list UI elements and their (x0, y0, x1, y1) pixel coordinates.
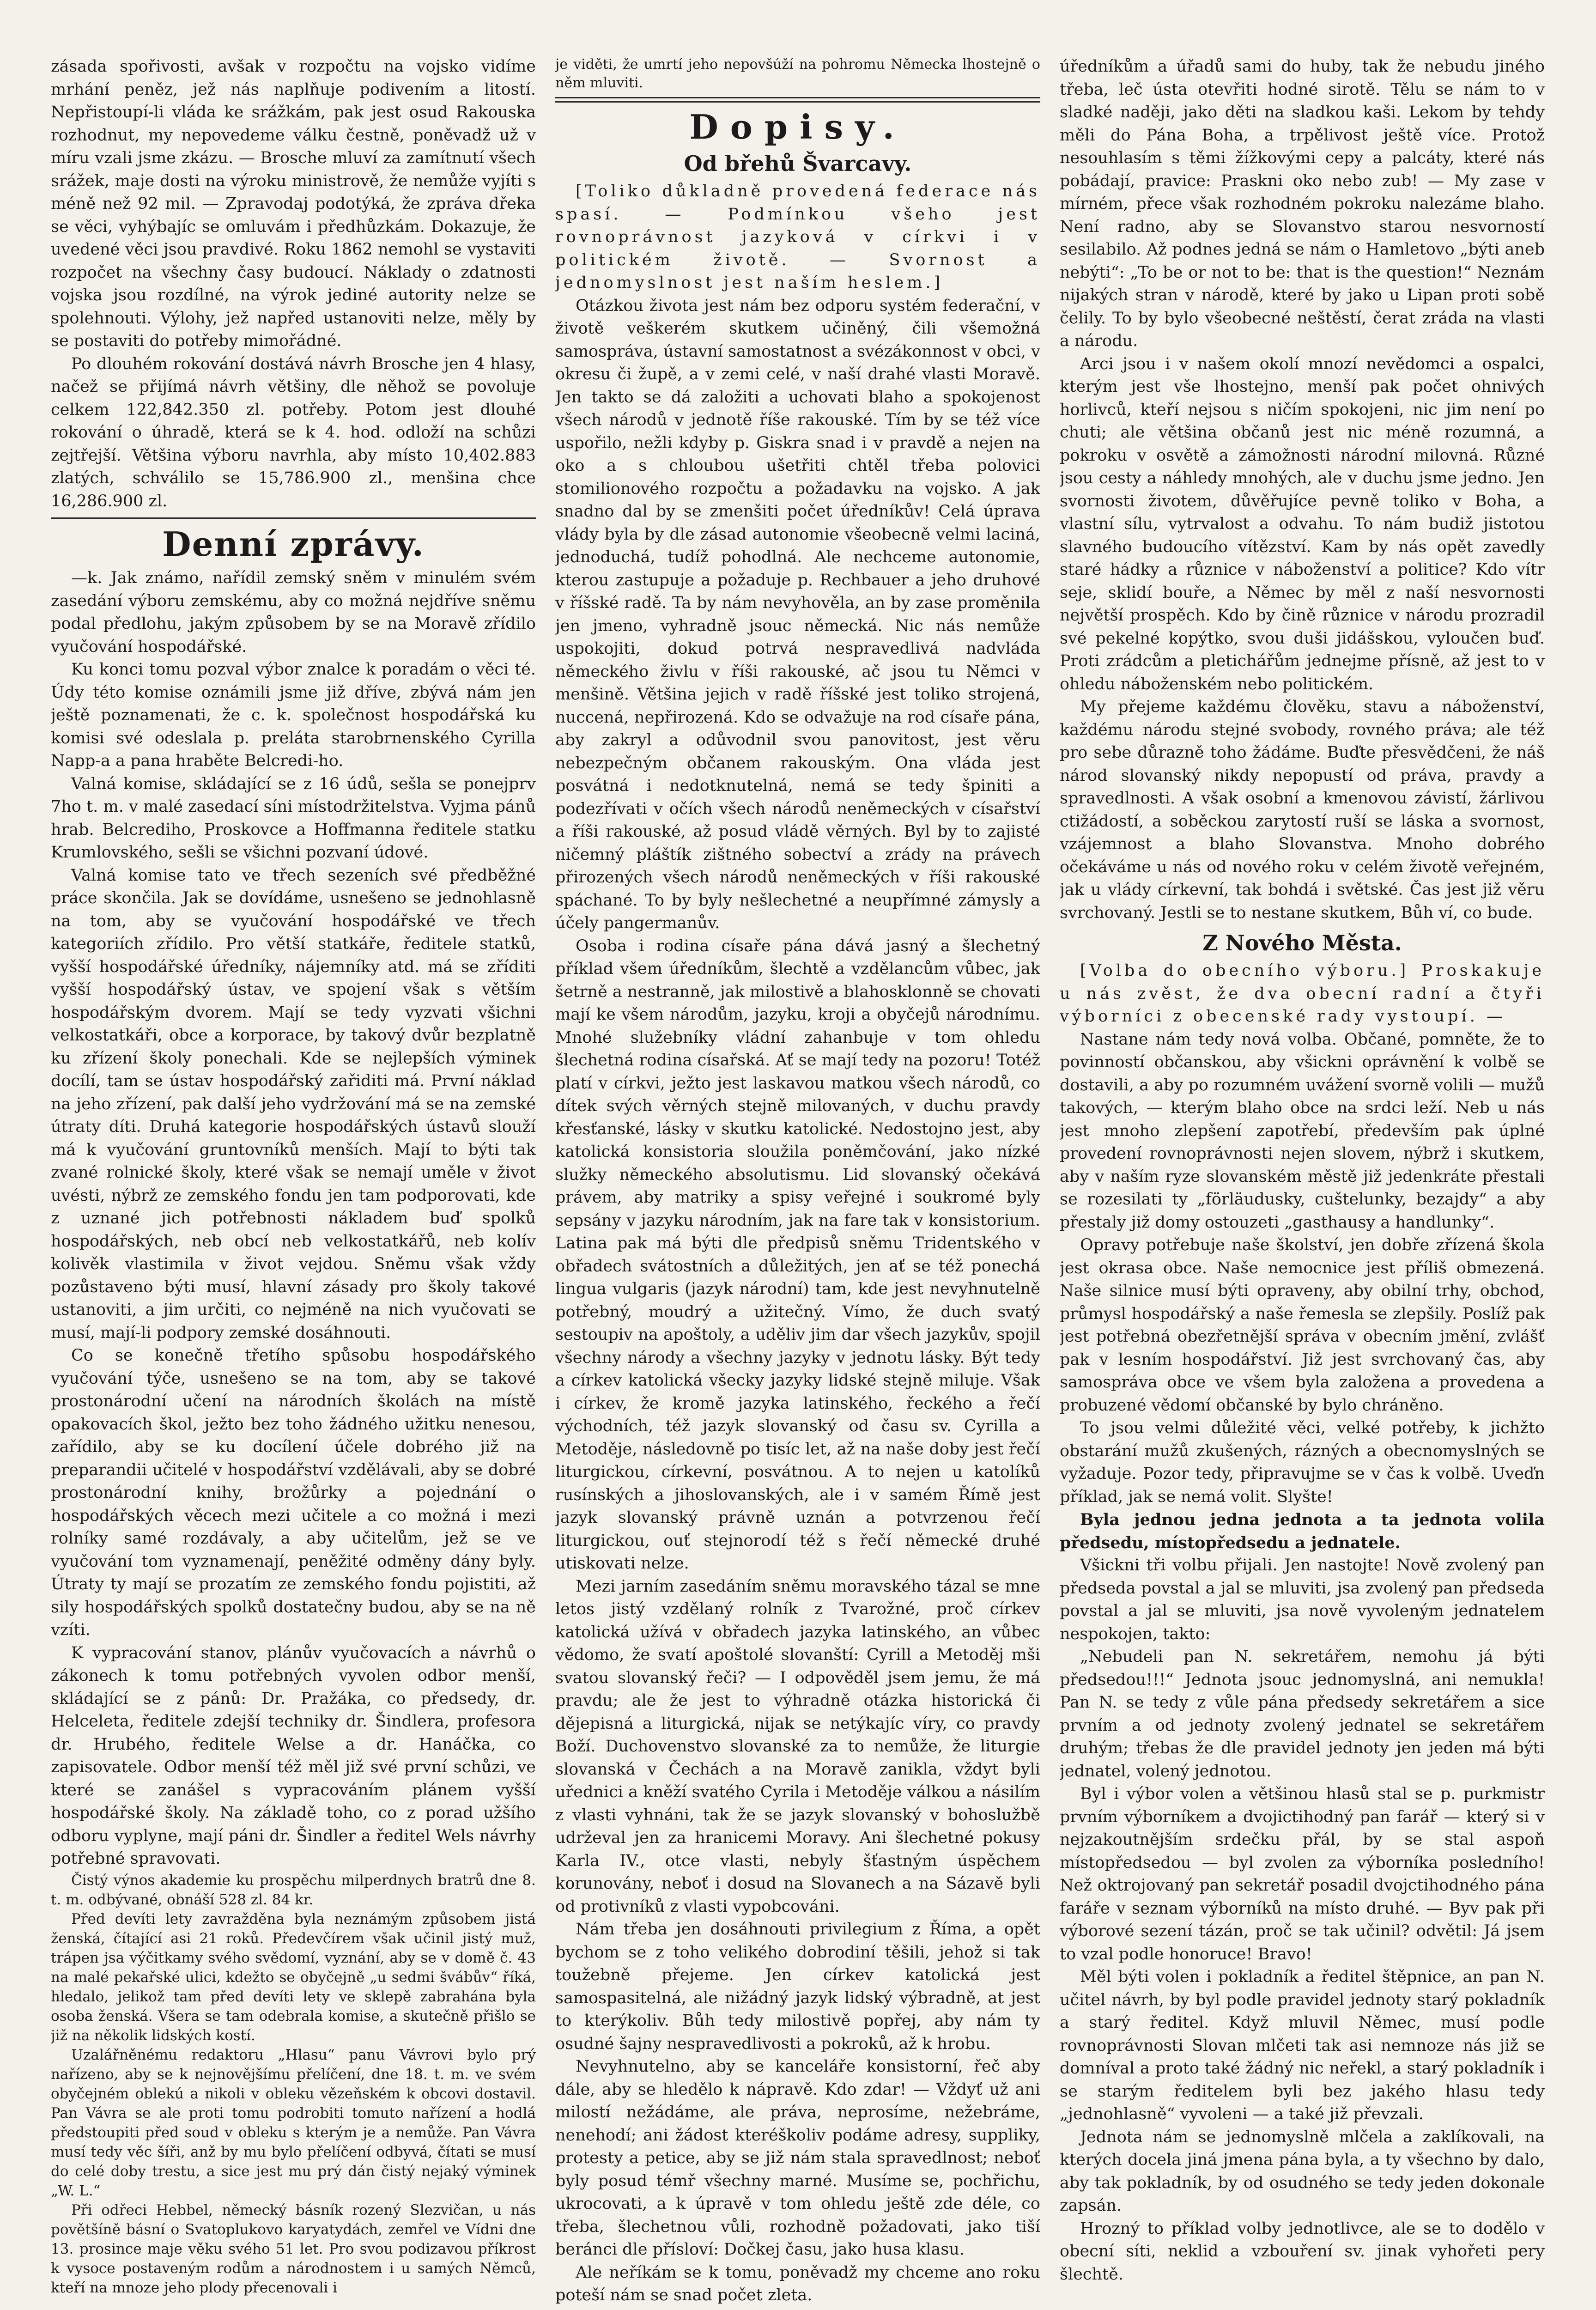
article-heading: Od břehů Švarcavy. (684, 151, 912, 176)
paragraph: zásada spořivosti, avšak v rozpočtu na vojsko vidíme mrhání peněz, jež nás naplňuje podivením a litostí. Nepřistoupí-li vláda ke srážkám, pak jest osud Rakouska rozhodnut, my nepovedeme válku čestně, poněvadž už v míru vzali jsme zkázu. — Brosche mluví za zamítnutí všech srážek, maje dosti na výroku ministrově, že nemůže vyjíti s méně než 92 mil. — Zpravodaj podotýká, že zpráva dřeka se věci, vyhýbajíc se omluvám i předhůzkám. Dokazuje, že uvedené věci jsou pravdivé. Roku 1862 nemohl se vystaviti rozpočet na všechny časy budoucí. Náklady o zdatnosti vojska jsou rozdílné, na výrok jediné autority nelze se spolehnouti. Výlohy, jež napřed ustanoviti nelze, měly by se postaviti do potřeby mimořádné. (51, 57, 536, 350)
paragraph: je viděti, že umrtí jeho nepovšúží na pohromu Německa lhostejně o něm mluviti. (555, 56, 1040, 91)
paragraph: úředníkům a úřadů sami do huby, tak že nebudu jiného třeba, leč ústa otevřiti hodné sirotě. Tělu se nám to v sladké naději, jako děti na sladkou kaši. Lekom by tehdy měli do Pána Boha, a trpělivost ještě více. Protož nesouhlasím s těmi žížkovými cepy a palcáty, které nás pobádají, pravice: Praskni oko nebo zub! — My zase v mírném, přece však rozhodném pokroku nalezáme blaho. Není radno, aby se Slovanstvo starou nesvorností sesilabilo. Až podnes jedná se nám o Hamletovo „býti aneb nebýti“: „To be or not to be: that is the question!“ Neznám nijakých stran v národě, které by jako u Lipan proti sobě čelily. To by bylo všeobecné neštěstí, čerat zráda na vlasti a národu. (1060, 57, 1545, 350)
paragraph: Otázkou života jest nám bez odporu systém federační, v životě veškerém skutkem učiněný, čili všemožná samospráva, ústavní samostatnost a svézákonnost v obci, v okresu či župě, a v zemi celé, v naší drahé vlasti Moravě. Jen takto se dá založiti a uchovati blaho a spokojenost všech národů v jednotě říše rakouské. Tím by se též více uspořilo, nežli kdyby p. Giskra snad i v pravdě a nejen na oko a s chloubou ušetřiti chtěl třeba polovici stomilionového rozpočtu a požadavku na vojsko. A jak snadno dal by se zmenšiti počet úředníkův! Celá úprava vlády byla by dle zásad autonomie všeobecně velmi laciná, jednoduchá, tudíž pohodlná. Ale nechceme autonomie, kterou zastupuje a požaduje p. Rechbauer a jeho druhové v říšské radě. Ta by nám nevyhověla, an by zase proměnila jen jmeno, vyhradně jsouc německá. Nic nás nemůže uspokojiti, dokud potrvá nespravedlivá nadvláda německého živlu v říši rakouské, ač jsou tu Němci v menšině. Většina jejich v radě říšské jest toliko strojená, nuccená, nepřirozená. Kdo se odvažuje na rod císaře pána, aby zakryl a odůvodnil svou panovitost, jest věru nebezpečným občanem rakouským. Ona vláda jest posvátná i nedotknutelná, nemá se tedy špiniti a podezřívati v očích všech národů neněmeckých v císařství a říši rakouské, až posud vládě věrných. Byl by to zajisté ničemný pláštík zištného sobectví a zrády na právech přirozených všech národů neněmeckých v říši rakouské spáchané. To by byly nešlechetné a neupřímné zámysly a účely pangermanův. (555, 296, 1040, 932)
section-heading-denni-zpravy: Denní zprávy. (162, 524, 425, 564)
article-lead: [Volba do obecního výboru.] Proskakuje u nás zvěst, že dva obecní radní a čtyři výborníci z obecenské rady vystoupí. — (1060, 961, 1545, 1026)
paragraph: Ku konci tomu pozval výbor znalce k poradám o věci té. Údy této komise oznámili jsme již dříve, zbývá nám jen ještě poznamenati, že c. k. společnost hospodářská ku komisi své odeslala p. preláta starobrnenského Cyrilla Napp-a a pana hraběte Belcredi-ho. (51, 660, 536, 770)
text-columns (51, 55, 1545, 2310)
paragraph: Opravy potřebuje naše školství, jen dobře zřízená škola jest okrasa obce. Naše nemocnice jest příliš obmezená. Naše silnice musí býti opraveny, aby obilní trhy, obchod, průmysl hospodářský a naše řemesla se zlepšily. Poslíž pak jest potřebná obezřetnější správa v obecním jmění, zvlášť pak v lesním hospodářství. Již jest svrchovaný čas, aby samospráva obce ve všem byla založena a provedena a probuzené vědomí občanské by bylo chráněno. (1060, 1236, 1545, 1415)
paragraph: Osoba i rodina císaře pána dává jasný a šlechetný příklad všem úředníkům, šlechtě a vzdělancům vůbec, jak šetrně a nestranně, jak milostivě a blahosklonně se chovati mají ke všem národům, jazyku, kroji a obyčejů národnímu. Mnohé služebníky vládní zahanbuje v tom ohledu šlechetná rodina císařská. Ať se mají tedy na pozoru! Totéž platí v církvi, ježto jest laskavou matkou všech národů, co dítek svých věrných stejně milovaných, v duchu pravdy křesťanské, lásky v skutku katolické. Nedostojno jest, aby katolická konsistoria sloužila poněmčování, jako nízké služky německého absolutismu. Lid slovanský očekává právem, aby matriky a spisy veřejné i soukromé byly sepsány v jazyku národním, jak na fare tak v konsistorium. Latina pak má býti dle předpisů sněmu Tridentského v obřadech svátostních a důležitých, jen ať se též ponechá lingua vulgaris (jazyk národní) tam, kde jest nevyhnutelně potřebný, moudrý a užitečný. Vímo, že duch svatý sestoupiv na apoštoly, a uděliv jim dar všech jazykův, spojil všechny národy a všechny jazyky v jednotu lásky. Být tedy a církev katolická všecky jazyky lidské stejně miluje. Však i církev, že kromě jazyka latinského, řeckého a řečí východních, též jazyk slovanský od času sv. Cyrilla a Metoděje, následovně po tisíc let, až na naše doby jest řečí liturgickou, církevní, posvátnou. A to nejen u katolíků rusínských a jihoslovanských, ale i v samém Římě jest jazyk slovanský právně uznán a potvrzenou řečí liturgickou, ouť stejnorodí též s řečí německé druhé utiskovati nelze. (555, 936, 1040, 1573)
paragraph: K vypracování stanov, plánův vyučovacích a návrhů o zákonech k tomu potřebných vyvolen odbor menší, skládající se z pánů: Dr. Pražáka, co předsedy, dr. Helceleta, ředitele zdejší techniky dr. Šindlera, profesora dr. Hrubého, ředitele Welse a dr. Hanáčka, co zapisovatele. Odbor menší též měl již své první schůzi, ve které se zanášel s vypracováním plánem vyšší hospodářské školy. Na základě toho, co z porad užšího odboru vyplyne, mají páni dr. Šindler a ředitel Wels návrhy potřebné spravovati. (51, 1643, 536, 1868)
article-lead: [Toliko důkladně provedená federace nás spasí. — Podmínkou všeho jest rovnoprávnost jazyková v církvi i v politickém životě. — Svornost a jednomyslnost jest naším heslem.] (555, 182, 1040, 292)
paragraph: Arci jsou i v našem okolí mnozí nevědomci a ospalci, kterým jest vše lhostejno, menší pak počet ohnivých horlivců, kteří nejsou s ničím spokojeni, nic jim není po chuti; ale většina občanů jest nic méně rozumná, a pokroku v osvětě a zámožnosti národní milovná. Různé jsou cesty a náhledy mnohých, ale v duchu jsme jedno. Jen svornosti životem, důvěřujíce pevně toliko v Boha, a vlastní sílu, vytrvalost a odvahu. To nám budiž jistotou slavného budoucího vítězství. Kam by nás opět zavedly staré hádky a různice v náboženství a politice? Kdo vítr seje, sklidí bouře, a Němec by měl z naší nesvornosti největší prospěch. Kdo by čině různice v národu prozradil své pekelné kopýtko, svou duši jidášskou, vyloučen buď. Proti zrádcům a pletichářům jednejme přísně, až jest to v ohledu náboženském nebo politickém. (1060, 354, 1545, 693)
paragraph: Valná komise tato ve třech sezeních své předběžné práce skončila. Jak se dovídáme, usnešeno se jednohlasně na tom, aby se vyučování hospodářské ve třech kategoriích zřídilo. Pro větší statkáře, ředitele statků, vyšší hospodářské úředníky, nájemníky atd. má se zříditi vyšší hospodářský ústav, ve spojení však s větším hospodářským dvorem. Mají se tedy vyzvati všichni velkostatkáři, obce a korporace, by takový dvůr bezplatně ku zřízení školy ponechali. Kde se nejlepších výminek docílí, tam se ústav hospodářský zařiditi má. První náklad na jeho zřízení, pak další jeho vydržování má se na zemské útraty díti. Druhá kategorie hospodářských ústavů slouží má k vyučování gruntovníků menších. Mají to býti tak zvané rolnické školy, které však se nemají uměle v život uvésti, nýbrž ze zemského fondu jen tam podporovati, kde z uznané jich potřebnosti nákladem buď spolků hospodářských, neb obcí neb velkostatkářů, neb kolív kolivěk vlastimila v život vejdou. Sněmu však vždy pozůstaveno býti musí, hlavní zásady pro školy takové ustanoviti, a jim určiti, co nejméně na nich vyučovati se musí, mají-li podpory zemské dosáhnouti. (51, 866, 536, 1342)
paragraph: Jednota nám se jednomyslně mlčela a zaklíkovali, na kterých docela jiná jmena pána byla, a ty všechno by dalo, aby tak pokladník, by od osudného se tedy jeden dokonale zapsán. (1060, 2128, 1545, 2215)
divider (51, 517, 536, 519)
paragraph: Všickni tři volbu přijali. Jen nastojte! Nově zvolený pan předseda povstal a jal se mluviti, jsa zvolený pan předseda povstal a jal se mluviti, jsa nově vyvoleným jednatelem nespokojen, takto: (1060, 1556, 1545, 1643)
news-item: Čistý výnos akademie ku prospěchu milperdnych bratrů dne 8. t. m. odbývané, obnáší 528 zl. 84 kr. (51, 1872, 536, 1908)
paragraph: Po dlouhém rokování dostává návrh Brosche jen 4 hlasy, načež se přijímá návrh většiny, dle něhož se povoluje celkem 122,842.350 zl. potřeby. Potom jest dlouhé rokování o úhradě, která se k 4. hod. odloží na schůzi zejtřejší. Většina výboru navrhla, aby místo 10,402.883 zlatých, schválilo se 15,786.900 zl., menšina chce 16,286.900 zl. (51, 354, 536, 511)
article-heading: Z Nového Města. (1202, 930, 1402, 955)
paragraph: Byl i výbor volen a většinou hlasů stal se p. purkmistr prvním výborníkem a dvojictihodný pan farář — který si v nejzakoutnějším srdečku přál, by se stal aspoň místopředsedou — byl zvolen za výborníka posledního! Než oktrojovaný pan sekretář posadil dvojctihodného pána faráře v seznam výborníků na místo druhé. — Byv pak při výborové sezení tázán, proč se tak učinil? odvětil: Já jsem to vzal podle honoruce! Bravo! (1060, 1785, 1545, 1964)
news-item: Před devíti lety zavražděna byla neznámým způsobem jistá ženská, čítající asi 21 roků. Předevčírem však učinil jistý muž, trápen jsa výčitkamy svého svědomí, vyznání, aby se v domě č. 43 na malé pekařské ulici, kdežto se obyčejně „u sedmi švábův“ říká, hledalo, jelikož tam před devíti lety ve sklepě zabrahána byla osoba ženská. Všera se tam odebrala komise, a skutečně přišlo se již na několik lidských kostí. (51, 1910, 536, 2044)
paragraph: Byla jednou jedna jednota a ta jednota volila předsedu, místopředsedu a jednatele. (1060, 1510, 1545, 1552)
column-middle (555, 55, 1040, 2310)
paragraph: To jsou velmi důležité věci, velké potřeby, k jichžto obstarání mužů zkušených, rázných a obecnomyslných se vyžaduje. Pozor tedy, připravujme se v čas k volbě. Uveďn příklad, jak se nemá volit. Slyšte! (1060, 1419, 1545, 1506)
news-item: Při odřeci Hebbel, německý básník rozený Slezvičan, u nás povětšíně básní o Svatoplukovo karyatydách, zemřel ve Vídni dne 13. prosince maje věku svého 51 let. Pro svou podizavou příkrost k vysoce postaveným rodům a národnostem i u samých Němců, kteří na mnoze jeho plody přecenovali i (51, 2201, 536, 2296)
paragraph: Nastane nám tedy nová volba. Občané, pomněte, že to povinností občanskou, aby všickni oprávnění k volbě se dostavili, a aby po rozumném uvážení svorně volili — mužů takových, — kterým blaho obce na srdci leží. Neb u nás jest mnoho zlepšení zapotřebí, především pak úplné provedení rovnoprávnosti nejen slovem, nýbrž i skutkem, aby v naším ryze slovanském městě již jedenkráte přestali se rozesilati ty „förläudusky, cuštelunky, bezajdy“ a aby přestaly již domy ostouzeti „gasthausy a handlunky“. (1060, 1030, 1545, 1232)
paragraph: —k. Jak známo, nařídil zemský sněm v minulém svém zasedání výboru zemskému, aby co možná nejdříve sněmu podal předlohu, jakým způsobem by se na Moravě zřídilo vyučování hospodářské. (51, 569, 536, 656)
paragraph: Nám třeba jen dosáhnouti privilegium z Říma, a opět bychom se z toho velikého dobrodiní těšili, jehož si tak toužebně přejeme. Jen církev katolická jest samospasitelná, ale nižádný jazyk lidský výbradně, at jest to kterýkoliv. Bůh tedy milostivě popřej, aby nám ty osudné šajny nespravedlivosti a pokroků, až k hrobu. (555, 1920, 1040, 2053)
paragraph: Mezi jarním zasedáním sněmu moravského tázal se mne letos jistý vzdělaný rolník z Tvarožné, proč církev katolická užívá v obřadech jazyka latinského, an vůbec vědomo, že svatí apoštolé slovanští: Cyrill a Metoděj mši svatou slovanský řeči? — I odpověděl jsem jemu, že má pravdu; ale že jest to výhradně otázka historická či dějepisná a liturgická, nijak se netýkajíc víry, co pravdy Boží. Duchovenstvo slovanské za to nemůže, že liturgie slovanská v Čechách a na Moravě zanikla, vždyt byli uřednici a kněží svatého Cyrila i Metoděje válkou a násilím z vlasti vyhnáni, tak že se jazyk slovanský v bohoslužbě udrževal jen za hranicemi Moravy. Ani šlechetné pokusy Karla IV., otce vlasti, nebyly šťastným úspěchem korunovány, neboť i dosud na Slovanech a na Sázavě byli od protivníků z vlasti vypobcováni. (555, 1577, 1040, 1916)
news-item: Uzalářněnému redaktoru „Hlasu“ panu Vávrovi bylo prý nařízeno, aby se k nejnovějšímu přelíčení, dne 18. t. m. ve svém obyčejném oblekú a nikoli v obleku vězeňském k obcovi dostavil. Pan Vávra se ale proti tomu podrobiti tomuto nařízení a hodlá předstoupiti před soud v obleku s kterým je a nemůže. Pan Vávra musí tedy věc šíři, anž by mu bylo přelíčení odbyvá, čítati se musí do celé doby trestu, a sice jest mu prý dán čistý nejaký výminek „W. L.“ (51, 2046, 536, 2199)
paragraph: „Nebudeli pan N. sekretářem, nemohu já býti předsedou!!!“ Jednota jsouc jednomyslná, ani nemukla! Pan N. se tedy z vůle pána předsedy sekretářem a sice prvním a od jednoty zvolený jednatel se sekretářem druhým; třebas že dle pravidel jednoty jen jeden má býti jednatel, volený jednotou. (1060, 1647, 1545, 1781)
paragraph: Nevyhnutelno, aby se kanceláře konsistorní, řeč aby dále, aby se hledělo k nápravě. Kdo zdar! — Vždyť už ani milostí nežádáme, ale práva, neprosíme, nežebráme, nenehodí; ani žádost kteréškoliv podáme adresy, suppliky, protesty a petice, aby se již nám stala spravedlnost; neboť byly posud témř všechny marné. Musíme se, pochřichu, ukrocovati, a k úpravě v tom ohledu ještě zde déle, co třeba, šlechetnou vůli, rozhodně požadovati, jako tiší beránci dle přísloví: Dočkej času, jako husa klasu. (555, 2057, 1040, 2259)
column-left (51, 55, 536, 2310)
divider (555, 97, 1040, 103)
paragraph: Valná komise, skládající se z 16 údů, sešla se ponejprv 7ho t. m. v malé zasedací síni místodržitelstva. Vyjma pánů hrab. Belcrediho, Proskovce a Hoffmanna ředitele statku Krumlovského, sešli se všichni pozvaní údové. (51, 774, 536, 862)
paragraph: My přejeme každému člověku, stavu a náboženství, každému národu stejné svobody, rovného práva; ale též pro sebe důrazně toho žádáme. Buďte přesvědčeni, že náš národ slovanský nikdy nepopustí od práva, pravdy a spravedlnosti. A však osobní a kmenovou závistí, žárlivou ctižádostí, a soběckou zarytostí ruší se láska a svornost, vzájemnost a blaho Slovanstva. Mnoho dobrého očekáváme u nás od nového roku v celém životě veřejném, jak u vlády církevní, tak bohdá i světské. Čas jest již věru svrchovaný. Jestli se to nestane skutkem, Bůh ví, co bude. (1060, 698, 1545, 922)
paragraph: Měl býti volen i pokladník a ředitel štěpnice, an pan N. učitel návrh, by byl podle pravidel jednoty starý pokladník a starý ředitel. Když mluvil Němec, musí podle rovnoprávnosti Slovan mlčeti tak asi nemnoze nás již se domníval a proto také žádný nic neřekl, a starý pokladník i se starým ředitelem byli bez jakého hlasu tedy „jednohlasně“ vyvoleni — a také již převzali. (1060, 1968, 1545, 2123)
paragraph: Hrozný to příklad volby jednotlivce, ale se to dodělo v obecní síti, neklid a vzbouření sv. jinak vyhořeti pery šlechtě. (1060, 2219, 1545, 2284)
paragraph: Ale neříkám se k tomu, poněvadž my chceme ano roku poteší nám se snad počet zleta. (555, 2263, 1040, 2304)
column-right (1060, 55, 1545, 2310)
paragraph: Co se konečně třetího spůsobu hospodářského vyučování týče, usnešeno se na tom, aby se takové prostonárodní učení na národních školách na místě opakovacích škol, ježto bez toho žádného užitku nenesou, zařídilo, aby se ku docílení účele dobrého již na preparandii učitelé v hospodářství vzdělávali, aby se dobré prostonárodní knihy, brožůrky a pojednání o hospodářských věcech mezi učitele a co možná i mezi rolníky samé rozdávaly, a aby učitelům, jež se ve vyučování tom vyznamenají, peněžité odměny dány byly. Útraty ty mají se prozatím ze zemského fondu pojistiti, až sily hospodářských spolků dostatečny budou, aby se na ně vzíti. (51, 1346, 536, 1639)
section-heading-dopisy: Dopisy. (689, 107, 906, 146)
